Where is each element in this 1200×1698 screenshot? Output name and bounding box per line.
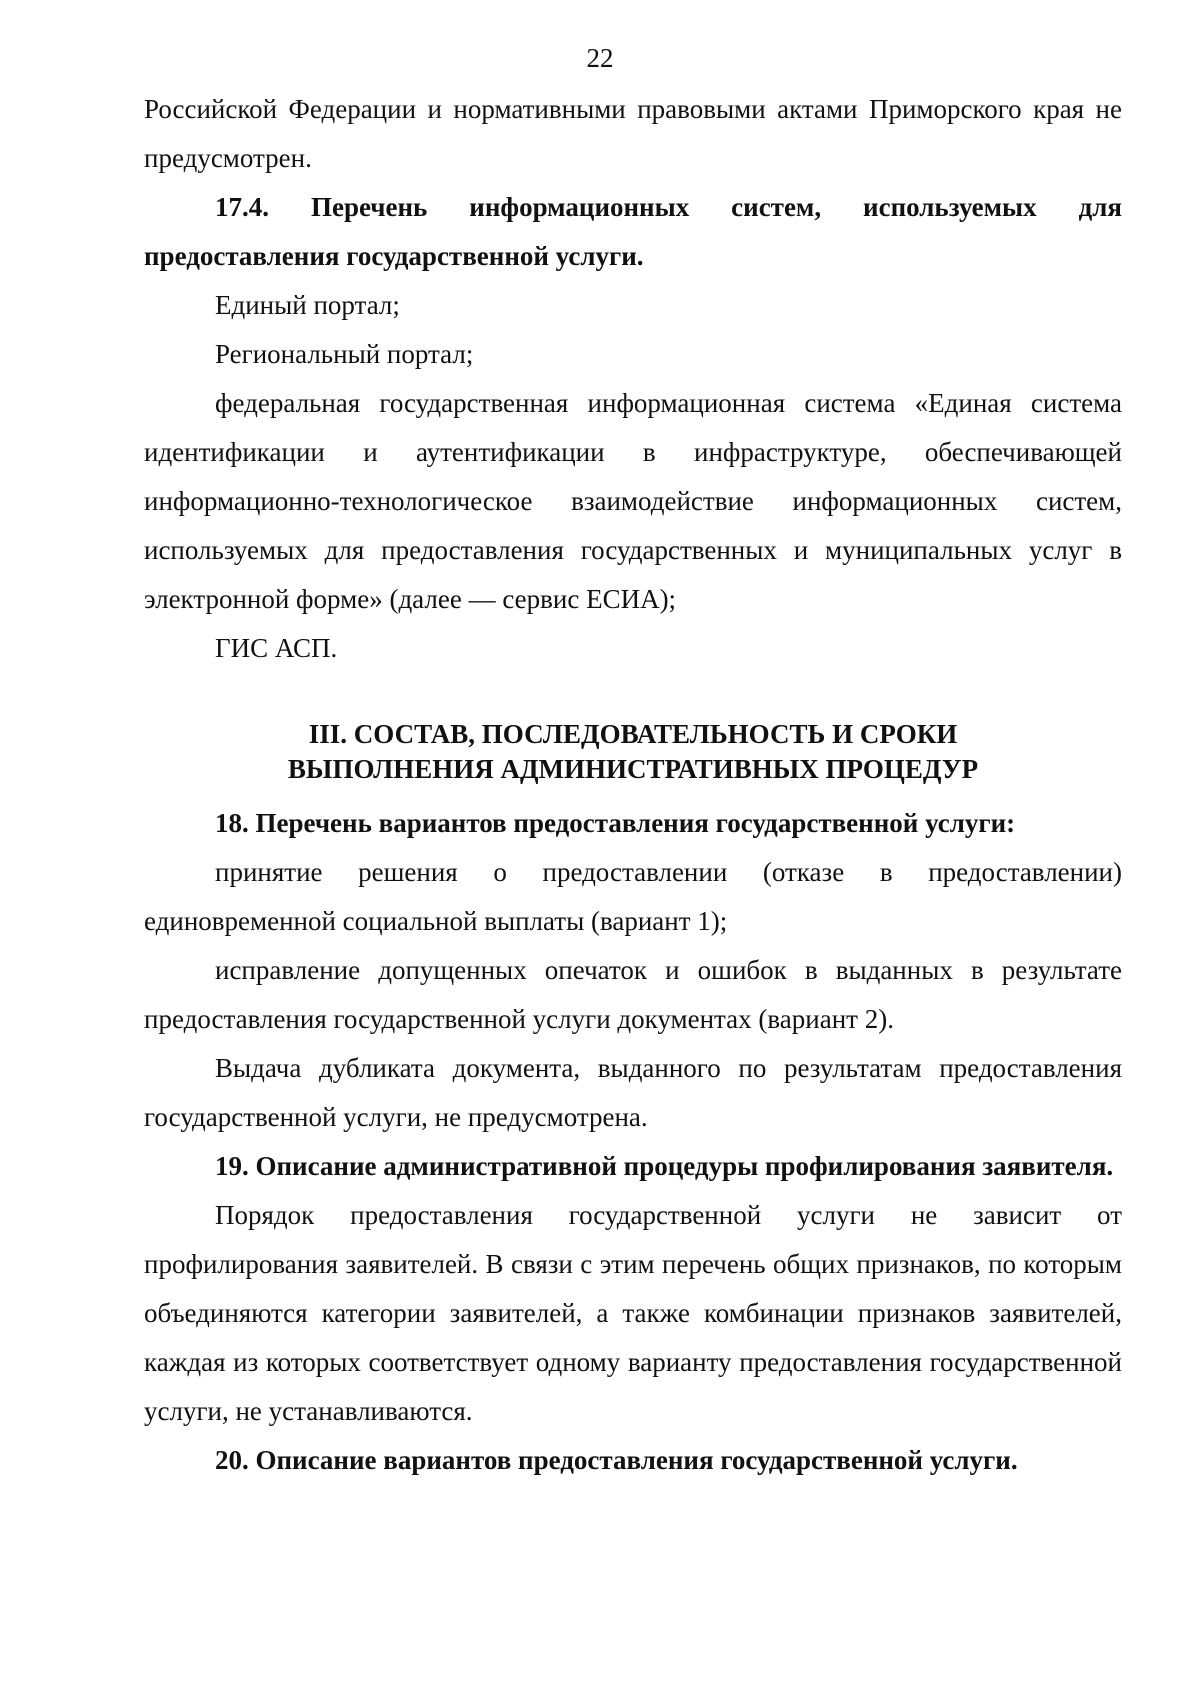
list-item-unified-portal: Единый портал; — [215, 290, 400, 320]
profiling-paragraph: Порядок предоставления государственной услуги не зависит от профилирования заявителей. В связи с этим перечень общих признаков, по которым объединяются категории заявителей, а также комбинации признаков заявителей, каждая из которых соответствует одному варианту предоставления государственной услуги, не устанавливаются. — [144, 1200, 1122, 1426]
subsection-heading-17-4: 17.4. Перечень информационных систем, используемых для предоставления государственной услуги. — [144, 192, 1122, 271]
subsection-heading-20: 20. Описание вариантов предоставления государственной услуги. — [215, 1445, 1018, 1475]
subsection-heading-18: 18. Перечень вариантов предоставления государственной услуги: — [215, 808, 1016, 838]
paragraph-continuation: Российской Федерации и нормативными правовыми актами Приморского края не предусмотрен. — [144, 94, 1122, 173]
variant-1-paragraph: принятие решения о предоставлении (отказе в предоставлении) единовременной социальной выплаты (вариант 1); — [144, 857, 1122, 936]
duplicate-paragraph: Выдача дубликата документа, выданного по результатам предоставления государственной услуги, не предусмотрена. — [144, 1053, 1122, 1132]
section-title-line-2: ВЫПОЛНЕНИЯ АДМИНИСТРАТИВНЫХ ПРОЦЕДУР — [287, 754, 979, 784]
variant-2-paragraph: исправление допущенных опечаток и ошибок в выданных в результате предоставления государственной услуги документах (вариант 2). — [144, 955, 1122, 1034]
subsection-heading-19: 19. Описание административной процедуры профилирования заявителя. — [215, 1151, 1114, 1181]
document-body — [144, 85, 1122, 1485]
section-title — [144, 717, 1122, 787]
page-number: 22 — [586, 43, 614, 73]
list-item-regional-portal: Региональный портал; — [215, 339, 474, 369]
list-item-gis-asp: ГИС АСП. — [215, 633, 338, 663]
section-title-line-1: III. СОСТАВ, ПОСЛЕДОВАТЕЛЬНОСТЬ И СРОКИ — [308, 719, 958, 749]
list-item-esia: федеральная государственная информационная система «Единая система идентификации и аутентификации в инфраструктуре, обеспечивающей информационно-технологическое взаимодействие информационных систем, используемых для предоставления государственных и муниципальных услуг в электронной форме» (далее — сервис ЕСИА); — [144, 388, 1122, 614]
